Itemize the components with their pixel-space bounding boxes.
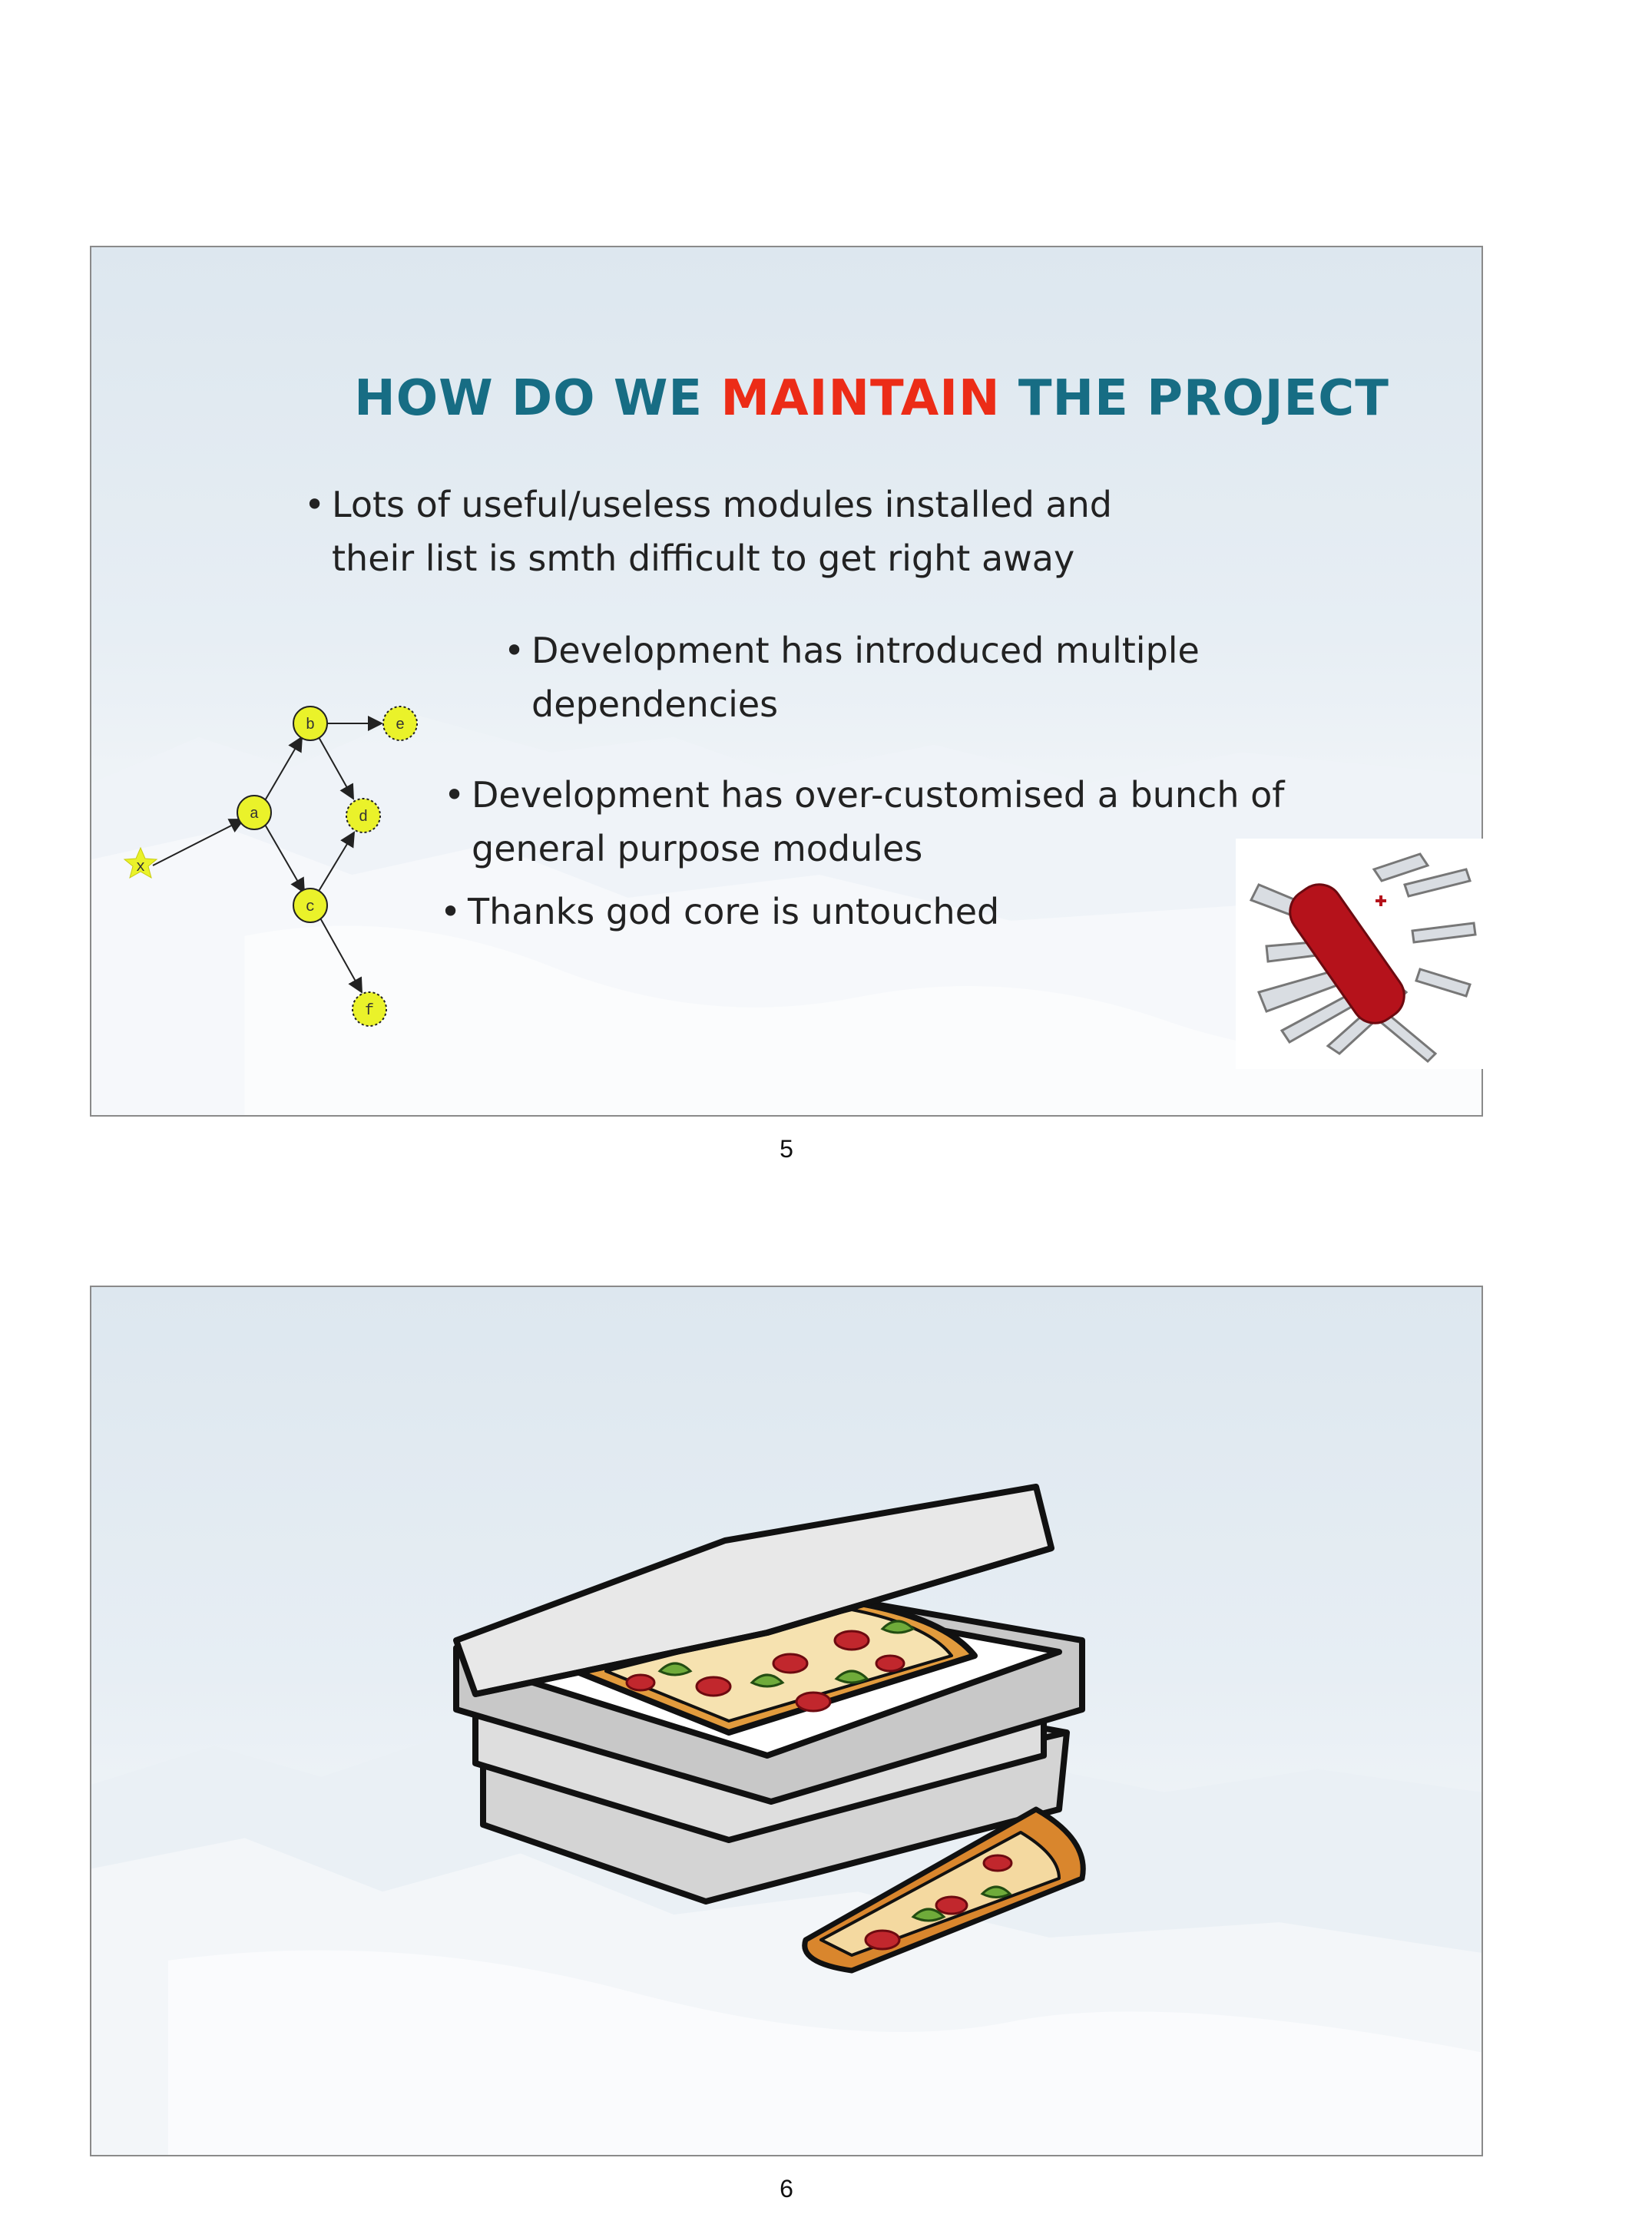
bullet-dot: • [440, 891, 462, 932]
slide-1 [90, 246, 1483, 1117]
bullet-3-line-2: general purpose modules [472, 828, 923, 869]
bullet-4-line-1: Thanks god core is untouched [468, 891, 1000, 932]
bullet-1-line-2: their list is smth difficult to get right away [332, 538, 1075, 579]
pizza-boxes-icon [452, 1479, 1182, 1986]
node-c-label: c [305, 899, 316, 916]
bullet-3-line-1: Development has over-customised a bunch of [472, 774, 1285, 816]
bullet-2-line-2: dependencies [531, 683, 779, 725]
bullet-dot: • [304, 484, 326, 525]
node-a-label: a [249, 806, 260, 823]
node-e-label: e [395, 717, 406, 734]
bullet-dot: • [504, 630, 525, 671]
bullet-1-line-1: Lots of useful/useless modules installed and [332, 484, 1112, 525]
slide-title [91, 370, 1652, 427]
bullet-4 [440, 885, 1236, 938]
swiss-army-knife-icon [1236, 839, 1489, 1069]
page-number-6: 6 [780, 2175, 793, 2202]
bullet-2-line-1: Development has introduced multiple [531, 630, 1200, 671]
node-f-label: f [364, 1002, 375, 1020]
bullet-dot: • [444, 774, 465, 816]
title-part-1: HOW DO WE [354, 370, 721, 427]
node-x-label: x [135, 859, 146, 876]
bullet-2 [504, 624, 1299, 731]
slide-2 [90, 1286, 1483, 2156]
dependency-graph-icon [114, 554, 545, 1020]
node-d-label: d [358, 809, 369, 826]
node-b-label: b [305, 717, 316, 734]
page-number-5: 5 [780, 1135, 793, 1163]
title-part-3: THE PROJECT [1000, 370, 1389, 427]
title-highlight: MAINTAIN [720, 370, 1001, 427]
